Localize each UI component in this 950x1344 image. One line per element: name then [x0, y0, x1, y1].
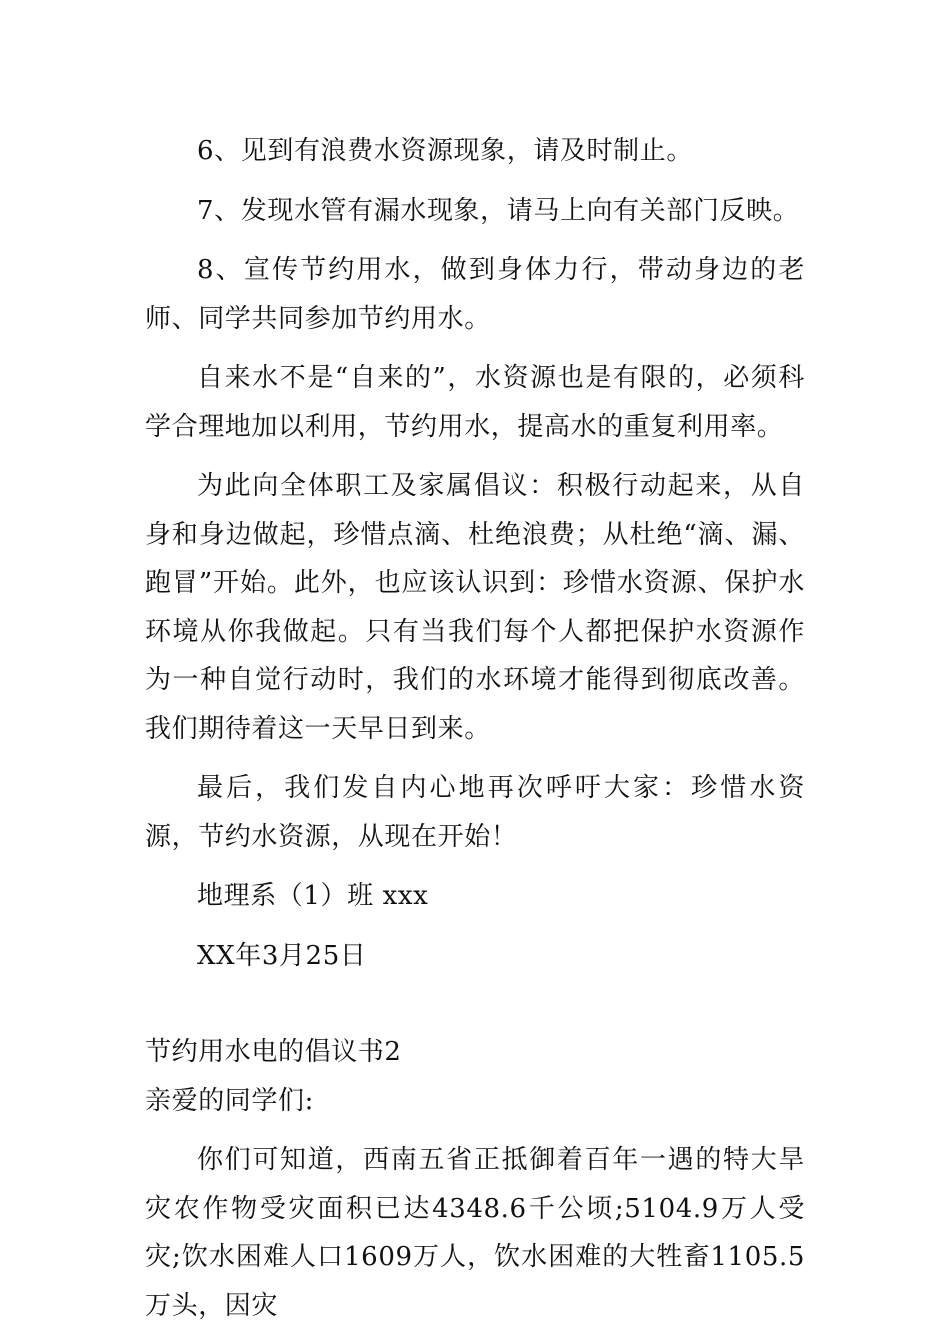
paragraph-item-6: 6、见到有浪费水资源现象，请及时制止。: [197, 136, 693, 166]
greeting: 亲爱的同学们:: [145, 1085, 314, 1116]
signature-org: 地理系（1）班 xxx: [197, 881, 429, 911]
paragraph-proposal: 为此向全体职工及家属倡议：积极行动起来，从自身和身边做起，珍惜点滴、杜绝浪费；从杜绝“滴、漏、跑冒”开始。此外，也应该认识到：珍惜水资源、保护水环境从你我做起。只有当我们每个人都把保护水资源作为一种自觉行动时，我们的水环境才能得到彻底改善。我们期待着这一天早日到来。: [145, 471, 805, 744]
paragraph-drought: 你们可知道，西南五省正抵御着百年一遇的特大旱灾农作物受灾面积已达4348.6千公顷;5104.9万人受灾;饮水困难人口1609万人，饮水困难的大牲畜1105.5万头，因灾: [145, 1145, 805, 1321]
signature-date: XX年3月25日: [197, 940, 367, 971]
paragraph-item-7: 7、发现水管有漏水现象，请马上向有关部门反映。: [197, 195, 800, 226]
paragraph-item-8: 8、宣传节约用水，做到身体力行，带动身边的老师、同学共同参加节约用水。: [145, 255, 805, 334]
document-body: [145, 127, 805, 1341]
section-title: 节约用水电的倡议书2: [145, 1037, 402, 1067]
paragraph-tap-water: 自来水不是“自来的”，水资源也是有限的，必须科学合理地加以利用，节约用水，提高水的重复利用率。: [145, 363, 805, 442]
section-gap: [145, 980, 805, 1028]
paragraph-closing: 最后，我们发自内心地再次呼吁大家：珍惜水资源，节约水资源，从现在开始！: [145, 773, 805, 852]
